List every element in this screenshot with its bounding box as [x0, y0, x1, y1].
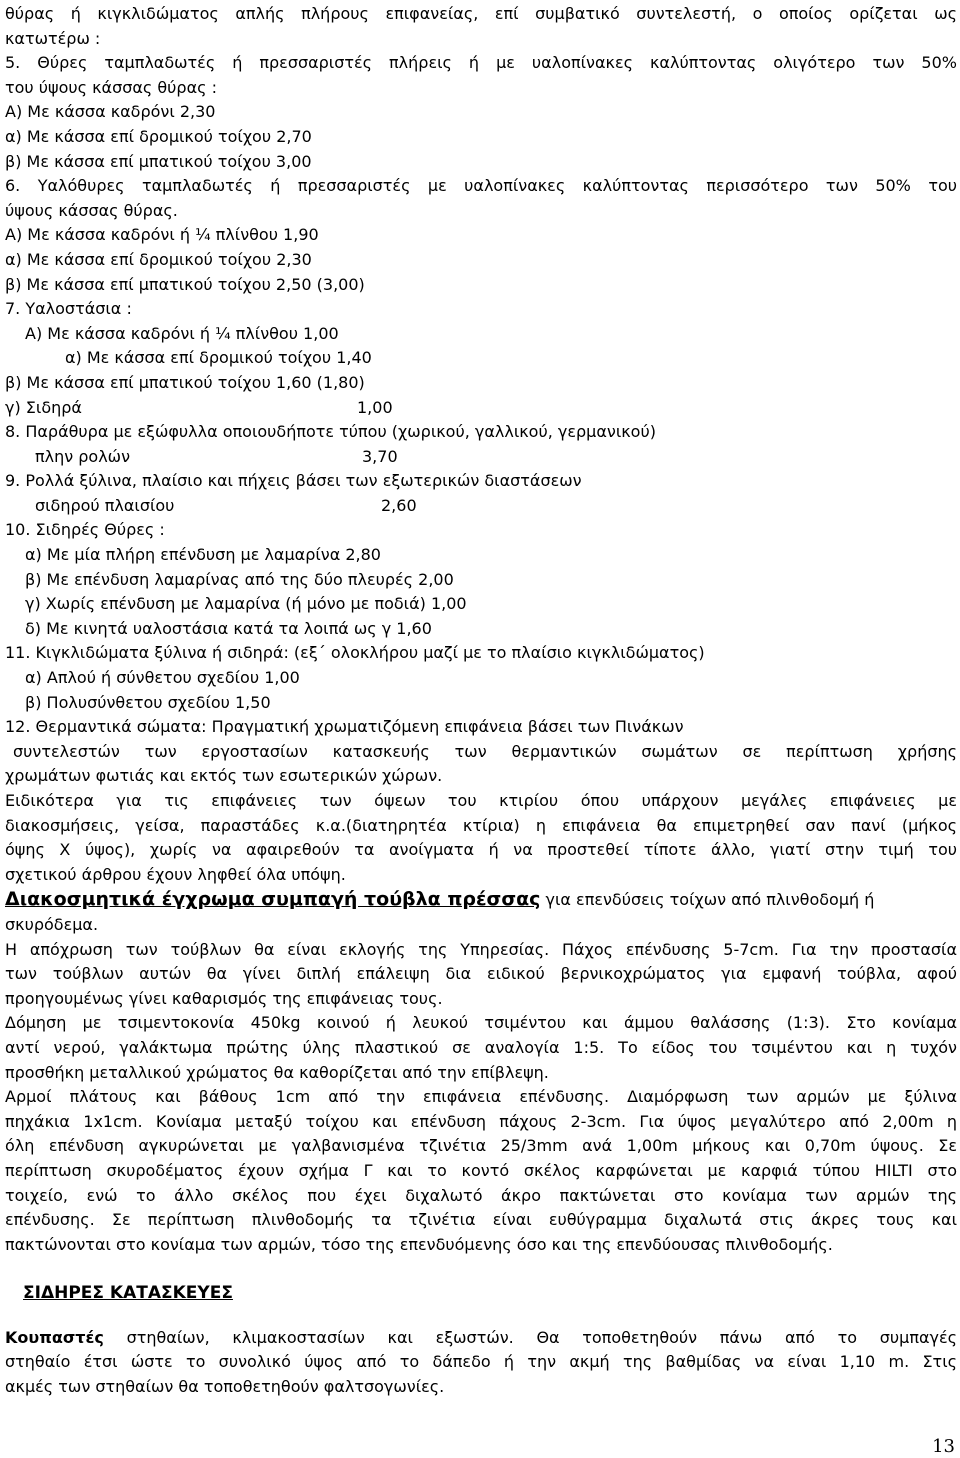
text-line: αντί νερού, γαλάκτωμα πρώτης ύλης πλαστικού σε αναλογία 1:5. Το είδος του τσιμέντου και η τυχόν: [5, 1037, 957, 1057]
text-line: Αρμοί πλάτους και βάθους 1cm από την επιφάνεια επένδυσης. Διαμόρφωση των αρμών με ξύλινα: [5, 1087, 957, 1107]
kou-line: [5, 1326, 957, 1351]
list-item: α) Με μία πλήρη επένδυση με λαμαρίνα 2,80: [25, 545, 381, 565]
text-line: θύρας ή κιγκλιδώματος απλής πλήρους επιφανείας, επί συμβατικό συντελεστή, ο οποίος ορίζεται ως: [5, 4, 957, 23]
list-item: Α) Με κάσσα καδρόνι ή ¼ πλίνθου 1,90: [5, 225, 319, 245]
text-line: του ύψους κάσσας θύρας :: [5, 77, 217, 97]
text-line: ακμές των στηθαίων θα τοποθετηθούν φαλτσογωνίες.: [5, 1377, 445, 1397]
brick-heading: Διακοσμητικά έγχρωμα συμπαγή τούβλα πρέσσας: [5, 888, 541, 911]
list-item: [5, 494, 957, 519]
page-number: 13: [932, 1436, 955, 1457]
item-9-title: 9. Ρολλά ξύλινα, πλαίσιο και πήχεις βάσει των εξωτερικών διαστάσεων: [5, 471, 582, 491]
list-item-label: σιδηρού πλαισίου: [35, 495, 175, 515]
brick-heading-tail: για επενδύσεις τοίχων από πλινθοδομή ή: [540, 890, 875, 910]
text-line: προσθήκη μεταλλικού χρώματος θα καθορίζεται από την επίβλεψη.: [5, 1062, 549, 1082]
list-item: [5, 396, 957, 421]
document-page: [5, 2, 957, 1400]
item-11-title: 11. Κιγκλιδώματα ξύλινα ή σιδηρά: (εξ΄ ολοκλήρου μαζί με το πλαίσιο κιγκλιδώματος): [5, 643, 705, 663]
list-item: α) Με κάσσα επί δρομικού τοίχου 2,70: [5, 126, 312, 146]
list-item: α) Απλού ή σύνθετου σχεδίου 1,00: [25, 668, 300, 688]
item-10-title: 10. Σιδηρές Θύρες :: [5, 520, 165, 540]
brick-heading-line: [5, 887, 957, 913]
kou-text: στηθαίων, κλιμακοστασίων και εξωστών. Θα τοποθετηθούν πάνω από το συμπαγές: [103, 1327, 957, 1347]
list-item: β) Με κάσσα επί μπατικού τοίχου 2,50 (3,00): [5, 274, 365, 294]
item-12-title: 12. Θερμαντικά σώματα: Πραγματική χρωματιζόμενη επιφάνεια βάσει των Πινάκων: [5, 717, 684, 737]
list-item-label: γ) Σιδηρά: [5, 397, 82, 417]
text-line: προηγουμένως γίνει καθαρισμός της επιφάνειας τους.: [5, 988, 443, 1008]
text-line: όλη επένδυση αγκυρώνεται με γαλβανισμένα τζινέτια 25/3mm ανά 1,00m μήκους και 0,70m ύψους. Σε: [5, 1136, 957, 1156]
list-item-value: 1,00: [357, 397, 393, 417]
text-line: περίπτωση σκυροδέματος έχουν σχήμα Γ και το κοντό σκέλος καρφώνεται με καρφιά τύπου HILTI στο: [5, 1160, 957, 1180]
list-item: β) Πολυσύνθετου σχεδίου 1,50: [25, 692, 271, 712]
list-item: δ) Με κινητά υαλοστάσια κατά τα λοιπά ως γ 1,60: [25, 618, 432, 638]
item-7-title: 7. Υαλοστάσια :: [5, 299, 132, 319]
text-line: επένδυσης. Σε περίπτωση πλινθοδομής τα τζινέτια είναι ευθύγραμμα διχαλωτά στις άκρες τους και: [5, 1210, 957, 1230]
text-line: Ειδικότερα για τις επιφάνειες των όψεων του κτιρίου όπου υπάρχουν μεγάλες επιφάνειες με: [5, 791, 957, 810]
text-line: όψης Χ ύψος), χωρίς να αφαιρεθούν τα ανοίγματα ή να προστεθεί τίποτε άλλο, γιατί στην τιμή του: [5, 840, 957, 860]
list-item: β) Με κάσσα επί μπατικού τοίχου 1,60 (1,80): [5, 372, 365, 392]
text-line: σκυρόδεμα.: [5, 914, 99, 934]
list-item: α) Με κάσσα επί δρομικού τοίχου 1,40: [65, 348, 372, 368]
text-line: ύψους κάσσας θύρας.: [5, 200, 178, 220]
text-line: στηθαίο έτσι ώστε το συνολικό ύψος από το δάπεδο ή την ακμή της βαθμίδας να είναι 1,10 m. Στις: [5, 1352, 957, 1372]
section-title-line: [5, 1281, 957, 1306]
text-line: Δόμηση με τσιμεντοκονία 450kg κοινού ή λευκού τσιμέντου και άμμου θαλάσσης (1:3). Στο κονίαμα: [5, 1013, 957, 1033]
list-item-value: 2,60: [381, 495, 417, 515]
list-item: Α) Με κάσσα καδρόνι 2,30: [5, 102, 216, 122]
text-line: κατωτέρω :: [5, 28, 101, 48]
list-item: [5, 445, 957, 470]
text-line: διακοσμήσεις, γείσα, παραστάδες κ.α.(διατηρητέα κτίρια) η επιφάνεια θα επιμετρηθεί σαν πανί (μήκος: [5, 815, 957, 835]
text-line: πακτώνονται στο κονίαμα των αρμών, τόσο της επενδυόμενης όσο και της επενδύουσας πλινθοδομής.: [5, 1234, 833, 1254]
kou-term: Κουπαστές: [5, 1327, 104, 1347]
list-item: Α) Με κάσσα καδρόνι ή ¼ πλίνθου 1,00: [25, 323, 339, 343]
text-line: τοιχείο, ενώ το άλλο σκέλος που έχει διχαλωτό άκρο πακτώνεται στο κονίαμα των αρμών της: [5, 1185, 957, 1205]
text-line: σχετικού άρθρου έχουν ληφθεί όλα υπόψη.: [5, 864, 346, 884]
list-item: α) Με κάσσα επί δρομικού τοίχου 2,30: [5, 249, 312, 269]
item-6-title: 6. Υαλόθυρες ταμπλαδωτές ή πρεσσαριστές με υαλοπίνακες καλύπτοντας περισσότερο των 50% του: [5, 176, 957, 196]
text-line: χρωμάτων φωτιάς και εκτός των εσωτερικών χώρων.: [5, 766, 443, 786]
section-title: ΣΙΔΗΡΕΣ ΚΑΤΑΣΚΕΥΕΣ: [23, 1283, 233, 1304]
list-item: β) Με επένδυση λαμαρίνας από της δύο πλευρές 2,00: [25, 569, 454, 589]
text-line: συντελεστών των εργοστασίων κατασκευής των θερμαντικών σωμάτων σε περίπτωση χρήσης: [13, 741, 957, 761]
text-line: των τούβλων αυτών θα γίνει διπλή επάλειψη δια ειδικού βερνικοχρώματος για εμφανή τούβλα, αφού: [5, 964, 957, 984]
item-8-title: 8. Παράθυρα με εξώφυλλα οποιουδήποτε τύπου (χωρικού, γαλλικού, γερμανικού): [5, 422, 656, 442]
list-item-label: πλην ρολών: [35, 446, 131, 466]
list-item: β) Με κάσσα επί μπατικού τοίχου 3,00: [5, 151, 312, 171]
text-line: πηχάκια 1x1cm. Κονίαμα μεταξύ τοίχου και επένδυση πάχους 2-3cm. Για ύψος μεγαλύτερο από 2,00m η: [5, 1111, 957, 1131]
list-item: γ) Χωρίς επένδυση με λαμαρίνα (ή μόνο με ποδιά) 1,00: [25, 594, 467, 614]
item-5-title: 5. Θύρες ταμπλαδωτές ή πρεσσαριστές πλήρεις ή με υαλοπίνακες καλύπτοντας ολιγότερο των 50%: [5, 53, 957, 73]
list-item-value: 3,70: [362, 446, 398, 466]
text-line: Η απόχρωση των τούβλων θα είναι εκλογής της Υπηρεσίας. Πάχος επένδυσης 5-7cm. Για την προστασία: [5, 939, 957, 959]
